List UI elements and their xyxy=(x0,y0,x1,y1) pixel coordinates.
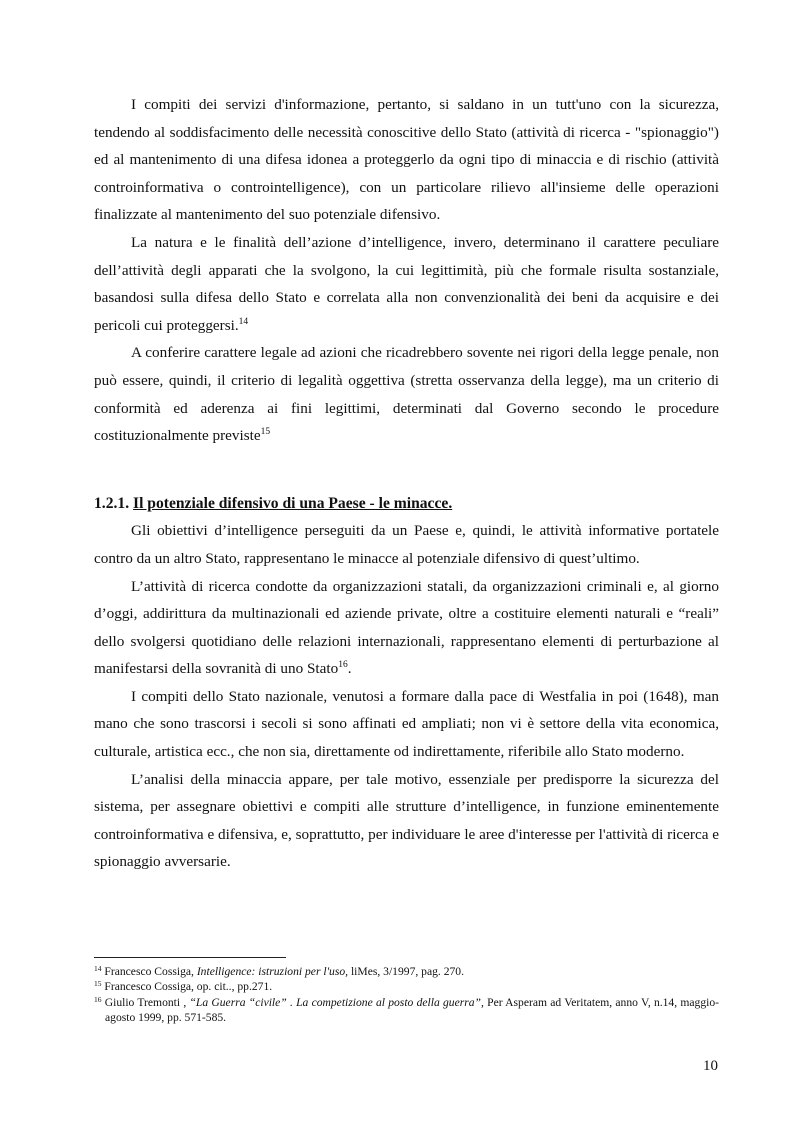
footnote-text: Per Asperam ad Veritatem, anno V, n.14, maggio- agosto 1999, pp. 571-585. xyxy=(105,995,719,1025)
paragraph xyxy=(94,683,719,766)
footnote-ref[interactable]: 14 xyxy=(238,316,249,327)
footnote xyxy=(94,964,719,979)
section-number: 1.2.1. xyxy=(94,494,130,512)
paragraph-text: A conferire carattere legale ad azioni che ricadrebbero sovente nei rigori della legge penale, non può essere, quindi, il criterio di legalità oggettiva (stretta osservanza della legge), ma un criterio di conformità ed aderenza ai fini legittimi, determinati dal Governo secondo le procedure costituzionalmente previste xyxy=(94,344,719,445)
footnote-number: 15 xyxy=(94,979,102,989)
paragraph xyxy=(94,766,719,876)
section-heading xyxy=(94,490,719,518)
footnote-divider xyxy=(94,957,286,958)
footnote xyxy=(94,995,719,1026)
body-text xyxy=(94,91,719,876)
footnote-text: Francesco Cossiga, op. cit.., pp.271. xyxy=(101,980,273,994)
footnote-title: Intelligence: istruzioni per l'uso, xyxy=(196,965,349,978)
section-title: Il potenziale difensivo di una Paese - le minacce. xyxy=(133,494,453,512)
footnote-ref[interactable]: 15 xyxy=(260,427,271,438)
paragraph-text: I compiti dello Stato nazionale, venutosi a formare dalla pace di Westfalia in poi (1648), man mano che sono trascorsi i secoli si sono affinati ed ampliati; non vi è settore della vita economica, culturale, artistica ecc., che non sia, direttamente od indirettamente, riferibile allo Stato moderno. xyxy=(94,687,719,761)
footnote-text: Giulio Tremonti , xyxy=(101,995,190,1009)
footnote-number: 14 xyxy=(94,964,102,973)
footnote-text: Francesco Cossiga, xyxy=(101,965,197,978)
footnote-title: “La Guerra “civile” . La competizione al posto della guerra”, xyxy=(189,995,484,1009)
paragraph xyxy=(94,573,719,683)
paragraph-text-end: . xyxy=(347,660,352,678)
footnotes xyxy=(94,964,719,1026)
paragraph xyxy=(94,339,719,449)
footnote-ref[interactable]: 16 xyxy=(338,660,348,671)
page-number: 10 xyxy=(703,1058,718,1074)
paragraph-text: I compiti dei servizi d'informazione, pertanto, si saldano in un tutt'uno con la sicurezza, tendendo al soddisfacimento delle necessità conoscitive dello Stato (attività di ricerca - "spionaggio") ed al mantenimento di una difesa idonea a proteggerlo da ogni tipo di minaccia e di rischio (attività controinformativa o controintelligence), con un particolare rilievo all'insieme delle operazioni finalizzate al mantenimento del suo potenziale difensivo. xyxy=(94,96,719,224)
footnote-number: 16 xyxy=(94,994,102,1004)
paragraph-text: Gli obiettivi d’intelligence perseguiti da un Paese e, quindi, le attività informative portatele contro da un altro Stato, rappresentano le minacce al potenziale difensivo di quest’ultimo. xyxy=(94,522,719,567)
paragraph xyxy=(94,91,719,229)
footnote-text: liMes, 3/1997, pag. 270. xyxy=(348,965,464,978)
paragraph-text: L’attività di ricerca condotte da organizzazioni statali, da organizzazioni criminali e, al giorno d’oggi, addirittura da multinazionali ed aziende private, oltre a costituire elementi naturali e “reali” dello svolgersi quotidiano delle relazioni internazionali, rappresentano elementi di perturbazione al manifestarsi della sovranità di uno Stato xyxy=(94,577,719,678)
footnote xyxy=(94,979,719,994)
paragraph xyxy=(94,517,719,572)
paragraph xyxy=(94,229,719,339)
paragraph-text: L’analisi della minaccia appare, per tale motivo, essenziale per predisporre la sicurezza del sistema, per assegnare obiettivi e compiti alle strutture d’intelligence, in funzione eminentemente controinformativa e difensiva, e, soprattutto, per individuare le aree d'interesse per l'attività di ricerca e spionaggio avversarie. xyxy=(94,770,719,871)
paragraph-text: La natura e le finalità dell’azione d’intelligence, invero, determinano il carattere peculiare dell’attività degli apparati che la svolgono, la cui legittimità, più che formale risulta sostanziale, basandosi sulla difesa dello Stato e correlata alla non convenzionalità dei beni da acquisire e dei pericoli cui proteggersi. xyxy=(94,233,719,334)
